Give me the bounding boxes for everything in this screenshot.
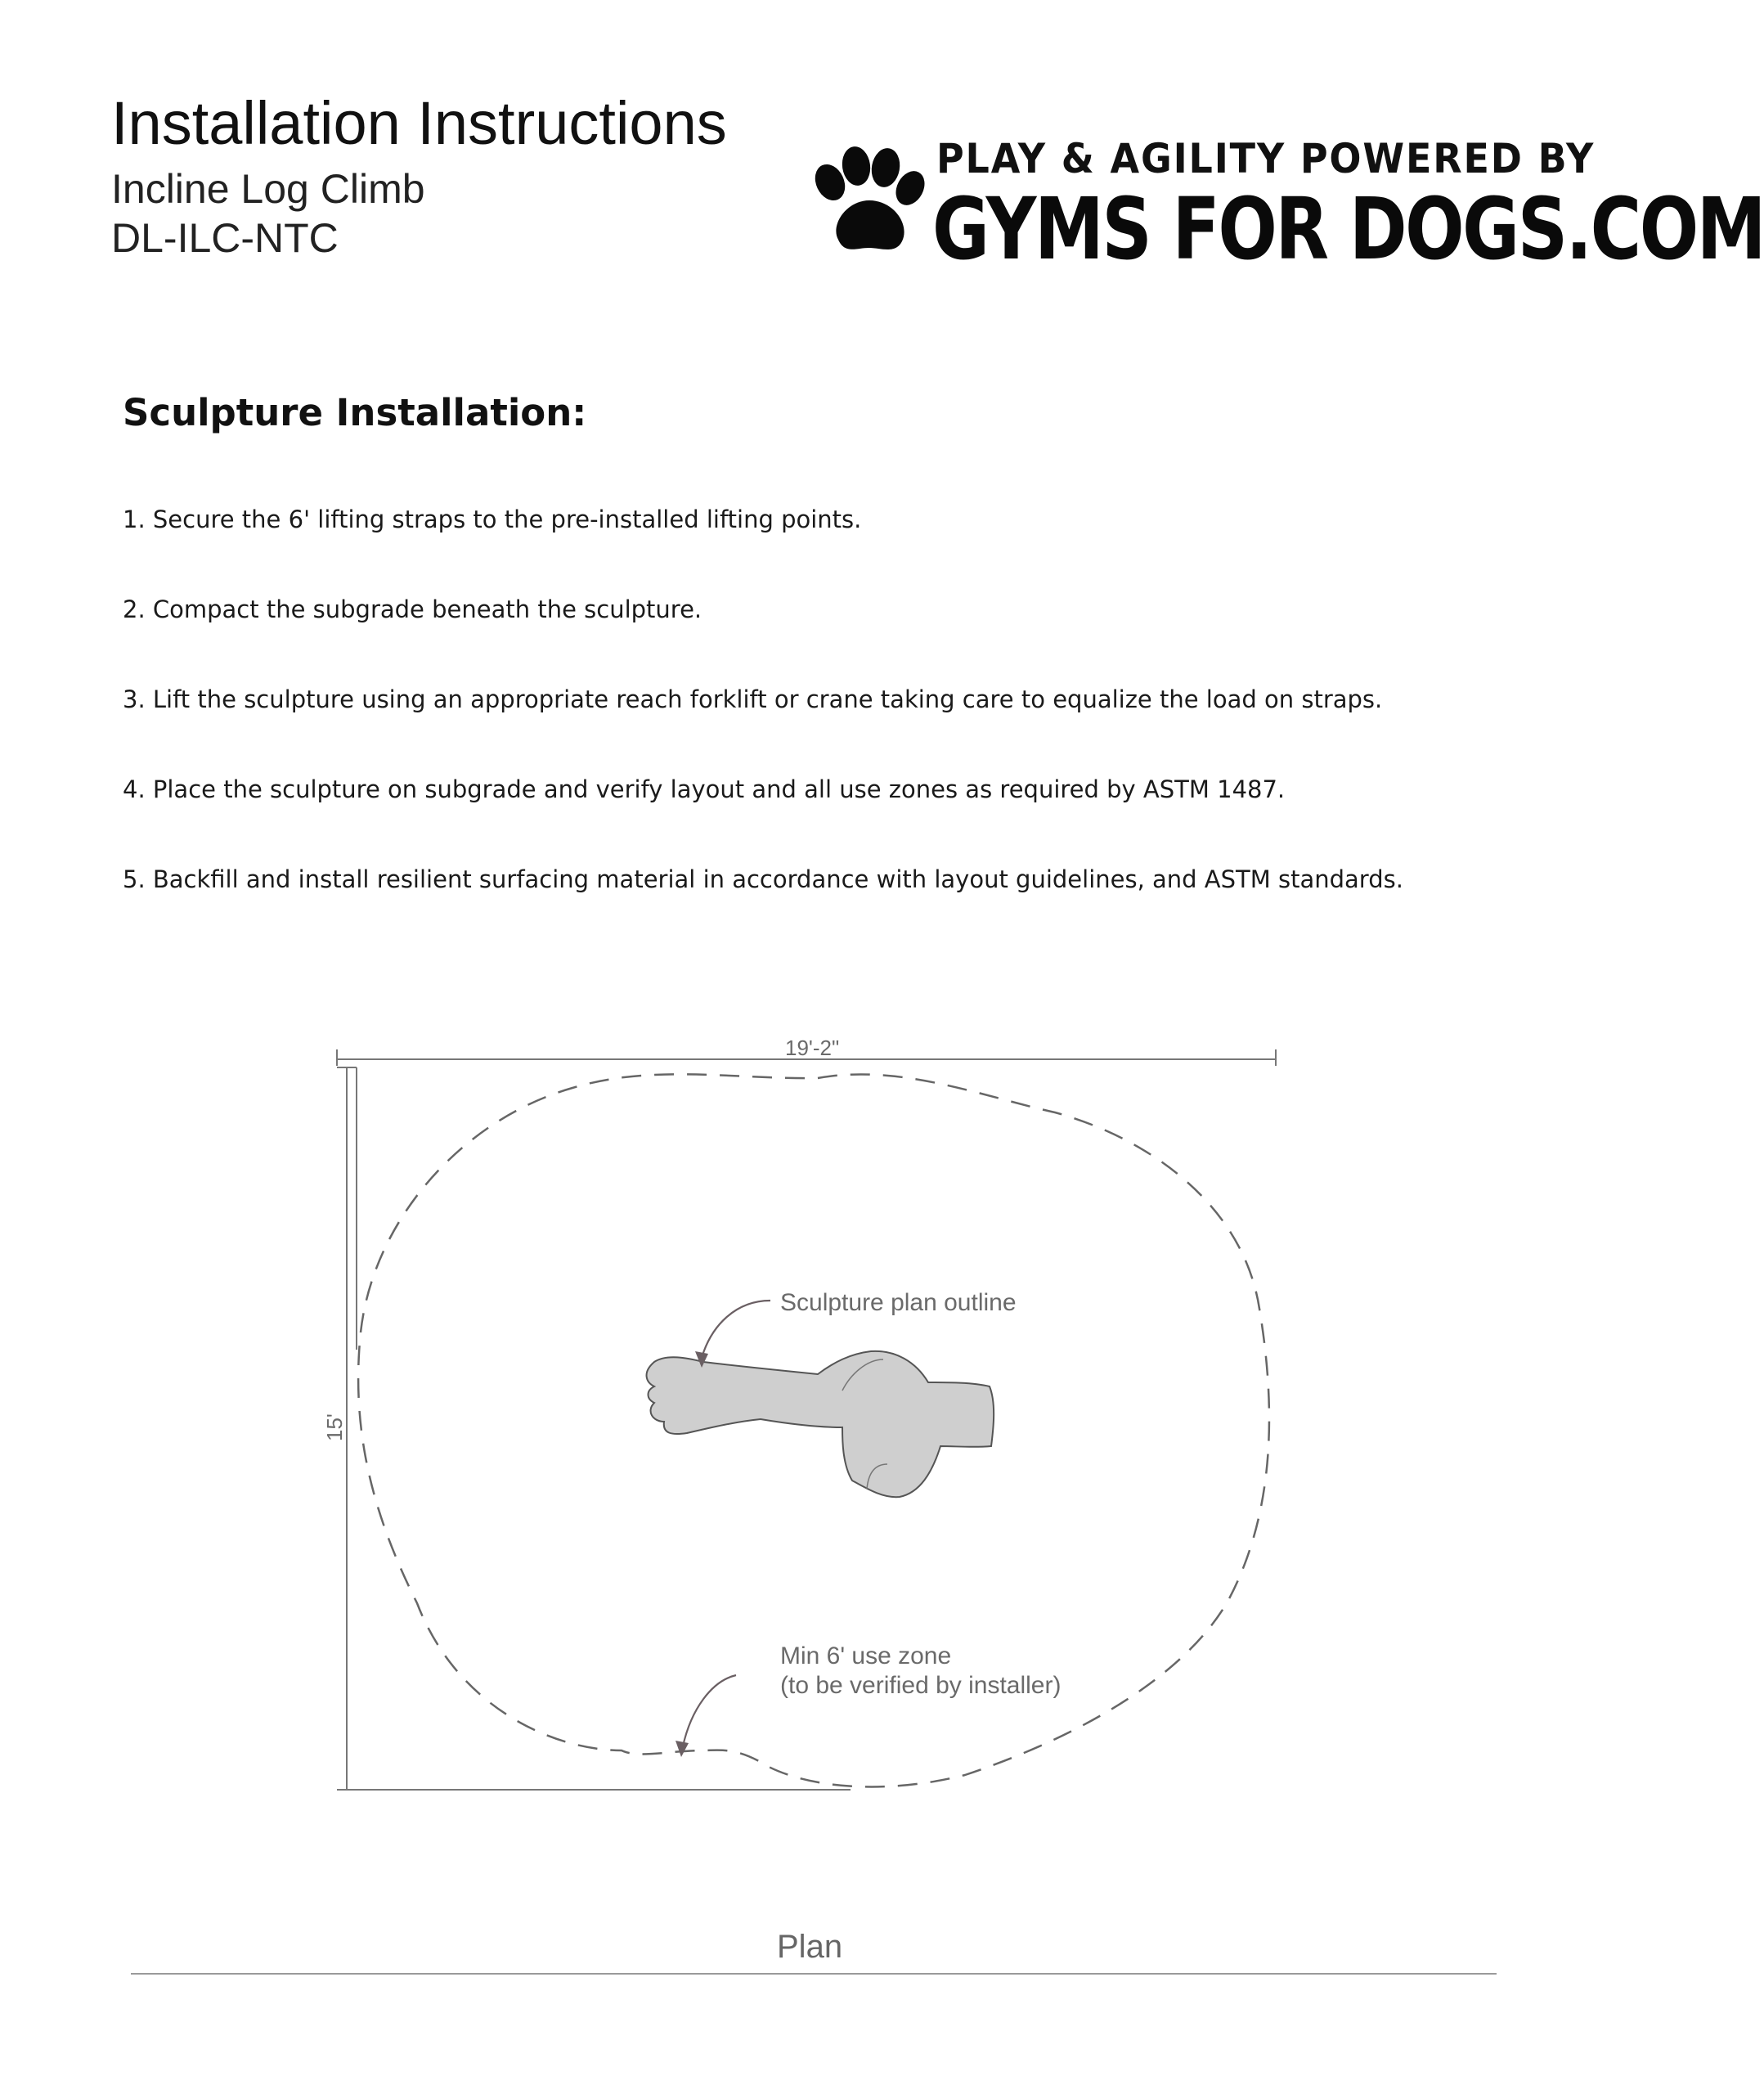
- step-4: 4. Place the sculpture on subgrade and verify layout and all use zones as required by ASTM 1487.: [123, 775, 1286, 803]
- height-label: 15': [322, 1413, 347, 1441]
- logo-brand: GYMS FOR DOGS.COM: [932, 179, 1764, 279]
- step-1: 1. Secure the 6' lifting straps to the pre-installed lifting points.: [123, 506, 862, 533]
- zone-label-line1: Min 6' use zone: [780, 1642, 952, 1669]
- step-5: 5. Backfill and install resilient surfacing material in accordance with layout guidelines, and ASTM standards.: [123, 865, 1403, 893]
- zone-callout-arrow: [683, 1675, 736, 1746]
- product-code: DL-ILC-NTC: [111, 215, 339, 261]
- plan-caption: Plan: [777, 1929, 843, 1965]
- page-title: Installation Instructions: [111, 89, 727, 157]
- zone-label-line2: (to be verified by installer): [780, 1672, 1062, 1699]
- outline-label: Sculpture plan outline: [780, 1289, 1017, 1316]
- footer-divider: [131, 1973, 1497, 1975]
- step-2: 2. Compact the subgrade beneath the sculpture.: [123, 595, 702, 623]
- sculpture-outline: [647, 1351, 994, 1497]
- logo-tagline: PLAY & AGILITY POWERED BY: [936, 135, 1596, 182]
- width-label: 19'-2": [785, 1036, 840, 1060]
- step-3: 3. Lift the sculpture using an appropriate reach forklift or crane taking care to equalize the load on straps.: [123, 685, 1383, 713]
- section-title: Sculpture Installation:: [123, 391, 587, 434]
- outline-callout-arrow: [702, 1301, 770, 1358]
- product-name: Incline Log Climb: [111, 166, 425, 212]
